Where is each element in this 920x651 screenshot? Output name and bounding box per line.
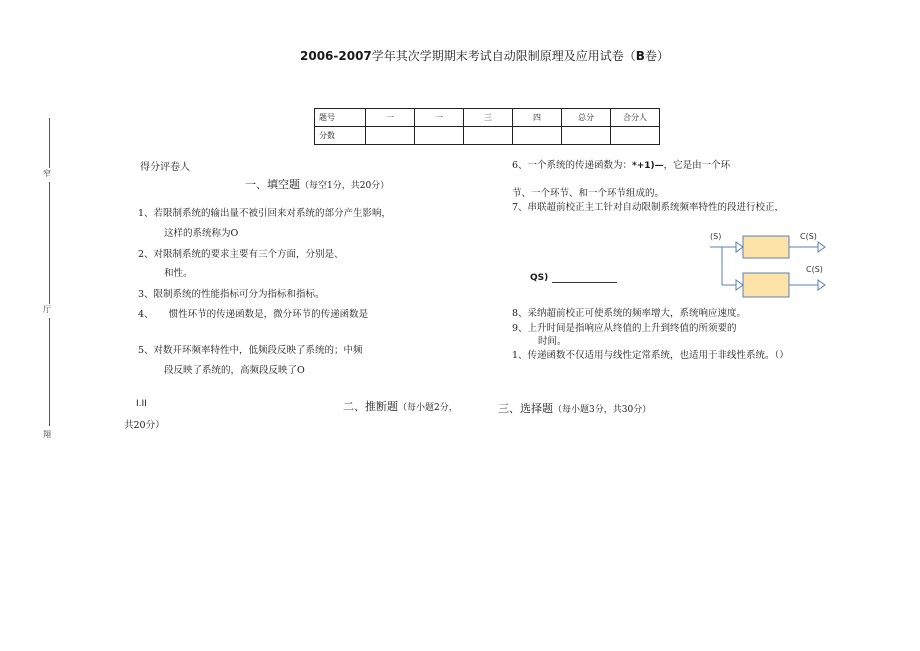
question-2a: 2、对限制系统的要求主要有三个方面，分别是、 bbox=[138, 249, 344, 260]
arrow-right-icon bbox=[736, 242, 743, 252]
arrow-right-icon bbox=[818, 280, 825, 290]
score-header-cell: 题号 bbox=[315, 109, 366, 127]
score-cell[interactable] bbox=[366, 127, 415, 145]
question-3: 3、限制系统的性能指标可分为指标和指标。 bbox=[138, 289, 325, 300]
score-cell[interactable] bbox=[464, 127, 513, 145]
judgment-1: 1、传递函数不仅适用与线性定常系统，也适用于非线性系统。（） bbox=[512, 350, 789, 361]
score-cell[interactable] bbox=[611, 127, 660, 145]
qs-label: QS) bbox=[530, 273, 549, 283]
section2-heading: 二、推断题（每小题2分， bbox=[343, 400, 458, 413]
section2-heading-cont: 共20分） bbox=[124, 420, 165, 431]
exam-title: 2006-2007学年其次学期期末考试自动限制原理及应用试卷（B卷） bbox=[300, 49, 669, 63]
question-6a: 6、一个系统的传递函数为：*+1)—，它是由一个环 bbox=[512, 160, 731, 171]
question-8: 8、采纳超前校正可使系统的频率增大，系统响应速度。 bbox=[512, 308, 747, 319]
section1-heading: 一、填空题（每空1分，共20分） bbox=[245, 178, 390, 191]
diagram-input-label: (S) bbox=[710, 232, 722, 241]
question-1b: 这样的系统称为O bbox=[164, 228, 239, 239]
question-7: 7、串联超前校正主工针对自动限制系统频率特性的段进行校正， bbox=[512, 202, 785, 213]
score-header-cell: 总分 bbox=[562, 109, 611, 127]
diagram-output-label-2: C(S) bbox=[806, 265, 823, 274]
score-table bbox=[314, 108, 660, 145]
binding-line bbox=[49, 318, 50, 426]
binding-char: 厅 bbox=[43, 305, 51, 314]
score-table-header-row bbox=[315, 109, 660, 127]
question-9b: 时间。 bbox=[538, 336, 567, 347]
score-row-label: 分数 bbox=[315, 127, 366, 145]
binding-line bbox=[49, 182, 50, 304]
score-cell[interactable] bbox=[562, 127, 611, 145]
diagram-block-2 bbox=[743, 273, 789, 297]
diagram-block-1 bbox=[743, 236, 789, 258]
question-4: 4、 惯性环节的传递函数是，微分环节的传递函数是 bbox=[138, 309, 369, 320]
score-header-cell: 合分人 bbox=[611, 109, 660, 127]
question-6c: 节、一个环节、和一个环节组成的。 bbox=[512, 188, 665, 199]
score-header-cell: 一 bbox=[366, 109, 415, 127]
score-table-score-row bbox=[315, 127, 660, 145]
score-header-cell: 三 bbox=[464, 109, 513, 127]
binding-char: 窄 bbox=[43, 169, 51, 178]
diagram-output-label-1: C(S) bbox=[800, 232, 817, 241]
question-9a: 9、上升时间是指响应从终值的上升到终值的所须要的 bbox=[512, 323, 737, 334]
binding-char: 翔 bbox=[43, 430, 51, 439]
score-header-cell: 四 bbox=[513, 109, 562, 127]
score-cell[interactable] bbox=[513, 127, 562, 145]
qs-blank-line[interactable] bbox=[552, 282, 617, 283]
left-mark: I.II bbox=[136, 399, 147, 409]
block-diagram bbox=[700, 228, 835, 302]
question-5a: 5、对数开环频率特性中，低频段反映了系统的；中频 bbox=[138, 345, 363, 356]
grader-label: 得分评卷人 bbox=[140, 162, 190, 173]
question-5b: 段反映了系统的，高频段反映了O bbox=[164, 365, 305, 376]
arrow-right-icon bbox=[818, 242, 825, 252]
section3-heading: 三、选择题（每小题3分，共30分） bbox=[498, 402, 652, 415]
score-header-cell: 一 bbox=[415, 109, 464, 127]
arrow-right-icon bbox=[736, 280, 743, 290]
question-1a: 1、若限制系统的输出量不被引回来对系统的部分产生影响， bbox=[138, 208, 392, 219]
binding-line bbox=[49, 118, 50, 168]
score-cell[interactable] bbox=[415, 127, 464, 145]
question-2b: 和性。 bbox=[164, 268, 193, 279]
